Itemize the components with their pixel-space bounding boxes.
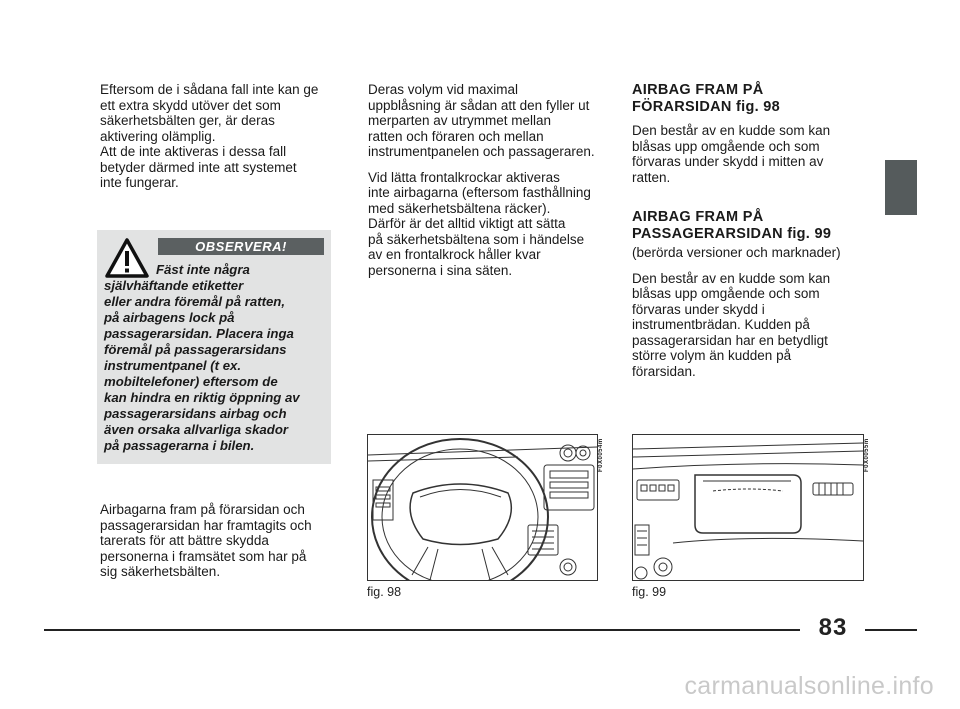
footer-rule-left <box>44 629 800 631</box>
column-1 <box>100 82 332 201</box>
figure-98-caption: fig. 98 <box>367 585 402 599</box>
column-3 <box>632 82 864 389</box>
dashboard-illustration <box>633 435 863 580</box>
col3-paragraph-1: Den består av en kudde som kan blåsas upp omgående och som förvaras under skydd i mitten av ratten. <box>632 123 831 185</box>
col1-paragraph-1: Eftersom de i sådana fall inte kan ge ett extra skydd utöver det som säkerhetsbälten ger, är deras aktivering olämplig. Att de inte aktiveras i dessa fall betyder därmed inte att systemet inte fungerar. <box>100 82 319 190</box>
watermark: carmanualsonline.info <box>684 672 934 700</box>
figure-99-caption: fig. 99 <box>632 585 667 599</box>
steering-wheel-illustration <box>368 435 597 580</box>
warning-text: Fäst inte några självhäftande etiketter eller andra föremål på ratten, på airbagens lock på passagerarsidan. Placera inga föremål på passagerarsidans instrumentpanel (t ex. mobiltelefoner) eftersom de kan hindra en riktig öppning av passagerarsidans airbag och även orsaka allvarliga skador på passagerarna i bilen. <box>104 262 300 453</box>
section-tab-marker <box>885 160 917 215</box>
heading-passenger-airbag: AIRBAG FRAM PÅ PASSAGERARSIDAN fig. 99 <box>632 209 832 242</box>
figure-98-code: F0X0054m <box>598 438 604 472</box>
heading-driver-airbag: AIRBAG FRAM PÅ FÖRARSIDAN fig. 98 <box>632 82 780 115</box>
col3-paragraph-2: Den består av en kudde som kan blåsas upp omgående och som förvaras under skydd i instrumentbrädan. Kudden på passagerarsidan har en betydligt större volym än kudden på förarsidan. <box>632 270 831 379</box>
col2-paragraph-1: Deras volym vid maximal uppblåsning är sådan att den fyller ut merparten av utrymmet mellan ratten och föraren och mellan instrumentpanelen och passageraren. <box>368 82 595 159</box>
figure-99-passenger-dashboard <box>632 434 864 581</box>
figure-98-steering-wheel <box>367 434 598 581</box>
warning-box <box>97 230 331 464</box>
column-1-bottom <box>100 502 332 590</box>
page-number: 83 <box>818 614 848 641</box>
col2-paragraph-2: Vid lätta frontalkrockar aktiveras inte airbagarna (eftersom fasthållning med säkerhetsbältena räcker). Därför är det alltid viktigt att sätta på säkerhetsbältena som i händelse av en frontalkrock håller kvar personerna i sina säten. <box>368 169 591 278</box>
figure-99-code: F0X0055m <box>864 438 870 472</box>
column-2 <box>368 82 600 288</box>
footer-rule-right <box>865 629 917 631</box>
col1-paragraph-2: Airbagarna fram på förarsidan och passagerarsidan har framtagits och tarerats för att bättre skydda personerna i framsätet som har på sig säkerhetsbälten. <box>100 502 312 579</box>
warning-title: OBSERVERA! <box>158 238 324 255</box>
col3-note: (berörda versioner och marknader) <box>632 245 841 260</box>
